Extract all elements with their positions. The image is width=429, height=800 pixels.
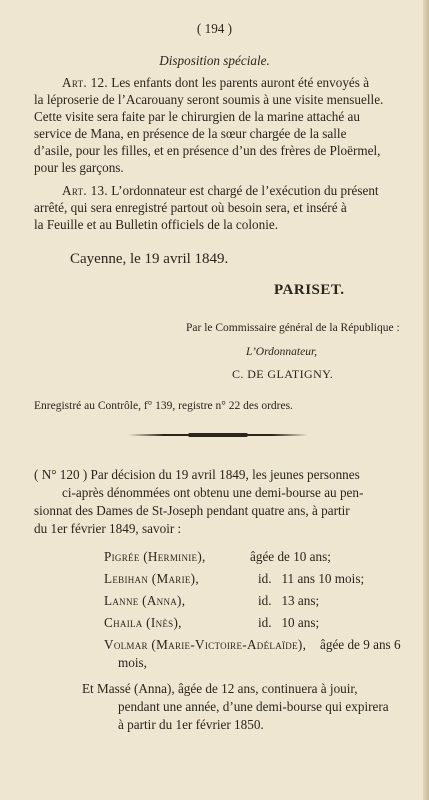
list-item-age: id. 10 ans;	[258, 615, 320, 630]
list-item-age: âgée de 9 ans 6	[320, 637, 401, 652]
list-item-name: Volmar (Marie-Victoire-Adélaïde),	[104, 637, 307, 652]
registration: Enregistré au Contrôle, f° 139, registre n° 22 des ordres.	[34, 400, 293, 412]
list-item-age: âgée de 10 ans;	[250, 549, 331, 564]
signatory: PARISET.	[274, 282, 345, 298]
separator-rule	[128, 434, 308, 436]
masse-line-2: pendant une année, d’une demi-bourse qui expirera	[118, 699, 389, 714]
page-edge	[423, 0, 429, 800]
article-13-line-1: Art. 13. L’ordonnateur est chargé de l’exécution du présent	[62, 183, 379, 198]
article-12-line-2: la léproserie de l’Acarouany seront soumis à une visite mensuelle.	[34, 92, 384, 107]
by-line: Par le Commissaire général de la République :	[186, 322, 400, 334]
article-12-line-3: Cette visite sera faite par le chirurgien de la marine attaché au	[34, 109, 360, 124]
place-date: Cayenne, le 19 avril 1849.	[70, 251, 229, 267]
article-13-line-2: arrêté, qui sera enregistré partout où besoin sera, et inséré à	[34, 200, 347, 215]
masse-line-3: à partir du 1er février 1850.	[118, 717, 264, 732]
notice-line-2: ci-après dénommées ont obtenu une demi-bourse au pen-	[62, 485, 364, 500]
article-12-line-1: Art. 12. Les enfants dont les parents auront été envoyés à	[62, 75, 370, 90]
role: L’Ordonnateur,	[246, 346, 318, 358]
list-item-name: Lanne (Anna),	[104, 593, 186, 608]
masse-line-1: Et Massé (Anna), âgée de 12 ans, continuera à jouir,	[82, 681, 358, 696]
notice-line-4: du 1er février 1849, savoir :	[34, 521, 182, 536]
list-item-age: id. 11 ans 10 mois;	[258, 571, 365, 586]
notice-line-1: ( N° 120 ) Par décision du 19 avril 1849, les jeunes personnes	[34, 467, 360, 482]
countersign: C. DE GLATIGNY.	[232, 367, 334, 381]
notice-line-3: sionnat des Dames de St-Joseph pendant quatre ans, à partir	[34, 503, 350, 518]
article-13-line-3: la Feuille et au Bulletin officiels de la colonie.	[34, 217, 279, 232]
page-number: ( 194 )	[196, 21, 233, 36]
article-12-label: Art. 12.	[62, 75, 108, 90]
list-item-name: Chaila (Inès),	[104, 615, 182, 630]
list-item-name: Pigrée (Herminie),	[104, 549, 206, 564]
article-12-line-4: service de Mana, en présence de la sœur chargée de la salle	[34, 126, 347, 141]
article-12-line-5: d’asile, pour les filles, et en présence d’un des frères de Ploërmel,	[34, 143, 381, 158]
article-13-label: Art. 13.	[62, 183, 108, 198]
article-12-line-6: pour les garçons.	[34, 160, 124, 175]
list-item-name: Lebihan (Marie),	[104, 571, 199, 586]
section-heading: Disposition spéciale.	[159, 53, 270, 68]
list-item-continuation: mois,	[118, 655, 147, 670]
list-item-age: id. 13 ans;	[258, 593, 320, 608]
